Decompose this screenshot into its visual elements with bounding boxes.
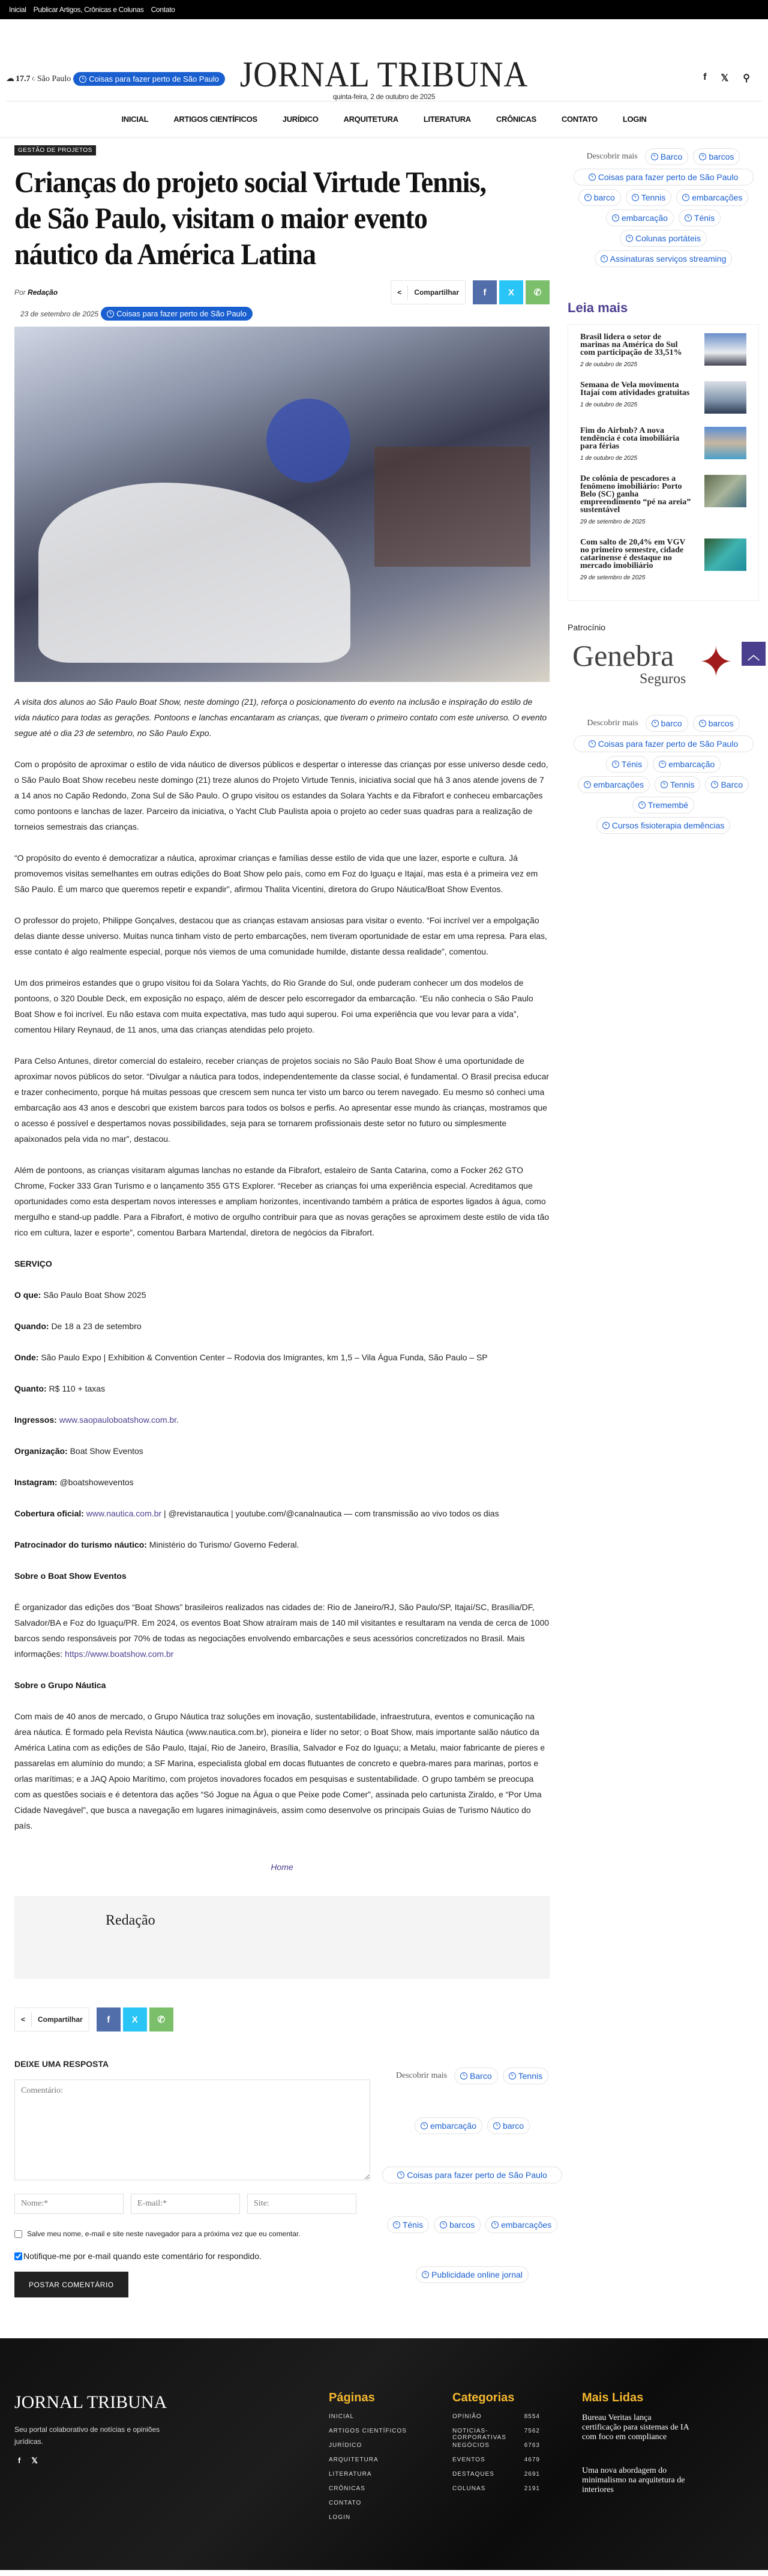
nav-juridico[interactable]: JURÍDICO bbox=[282, 115, 319, 124]
post-title[interactable]: Com salto de 20,4% em VGV no primeiro semestre, cidade catarinense é destaque no mercado imobiliário bbox=[580, 538, 686, 570]
date-search-chip[interactable] bbox=[101, 307, 253, 321]
share-icon: < bbox=[21, 2015, 26, 2024]
save-info-checkbox[interactable] bbox=[14, 2230, 22, 2238]
chip-label: Barco bbox=[470, 2071, 492, 2081]
share-label: Compartilhar bbox=[38, 2015, 83, 2024]
value: São Paulo Expo | Exhibition & Convention Center – Rodovia dos Imigrantes, km 1,5 – Vila Água Funda, São Paulo – SP bbox=[41, 1353, 488, 1362]
related-posts bbox=[568, 324, 759, 601]
link-label: LITERATURA bbox=[329, 2471, 372, 2478]
footer-page-link[interactable] bbox=[329, 2500, 416, 2514]
nav-login[interactable]: LOGIN bbox=[622, 115, 647, 124]
x-icon[interactable]: 𝕏 bbox=[31, 2456, 38, 2465]
label: Ingressos: bbox=[14, 1415, 57, 1425]
link-label: LOGIN bbox=[329, 2514, 351, 2521]
nav-cronicas[interactable]: CRÔNICAS bbox=[496, 115, 536, 124]
link-label: CRÔNICAS bbox=[329, 2485, 365, 2492]
value: | @revistanautica | youtube.com/@canalnautica — com transmissão ao vivo todos os dias bbox=[161, 1509, 499, 1518]
bolt-icon: ϟ bbox=[682, 194, 689, 201]
sidebar bbox=[568, 137, 759, 2297]
share-facebook-button[interactable]: f bbox=[473, 280, 497, 304]
footer-page-link[interactable] bbox=[329, 2471, 416, 2485]
footer-category[interactable] bbox=[452, 2413, 540, 2428]
search-chip[interactable] bbox=[632, 797, 694, 813]
bolt-icon: ϟ bbox=[711, 781, 718, 788]
chip-label: Coisas para fazer perto de São Paulo bbox=[89, 74, 220, 83]
chip-label: barcos bbox=[708, 719, 734, 728]
search-chip[interactable] bbox=[646, 715, 688, 732]
bolt-icon: ϟ bbox=[652, 720, 659, 727]
bolt-icon: ϟ bbox=[685, 214, 692, 222]
link-label: ARQUITETURA bbox=[329, 2457, 379, 2463]
share-button[interactable] bbox=[391, 280, 466, 304]
search-chip[interactable] bbox=[574, 169, 754, 186]
toplink-publicar[interactable]: Publicar Artigos, Crônicas e Colunas bbox=[33, 5, 144, 14]
post-thumbnail[interactable] bbox=[704, 427, 746, 459]
footer-category[interactable] bbox=[452, 2471, 540, 2485]
bolt-icon: ϟ bbox=[626, 235, 633, 242]
chip-label: Assinaturas serviços streaming bbox=[610, 254, 727, 264]
comment-textarea[interactable] bbox=[14, 2080, 370, 2180]
paragraph: “O propósito do evento é democratizar a náutica, aproximar crianças e famílias desse estilo de vida que une lazer, esporte e cultura. Já promovemos visitas semelhantes em outras edições do Boat Show pelo país, como em Foz do Iguaçu e Itajaí, mas esta é a primeira vez em São Paulo. É um marco que queremos repetir e expandir”, afirmou Thalita Vicentini, diretora do Grupo Náutica/Boat Show Eventos. bbox=[14, 853, 538, 894]
search-chip[interactable] bbox=[574, 735, 754, 752]
section-heading: Sobre o Grupo Náutica bbox=[14, 1680, 106, 1690]
bolt-icon: ϟ bbox=[651, 153, 658, 160]
post-title[interactable]: Brasil lidera o setor de marinas na América do Sul com participação de 33,51% bbox=[580, 333, 682, 357]
footer-page-link[interactable] bbox=[329, 2485, 416, 2500]
chip-label: Colunas portáteis bbox=[635, 234, 701, 243]
bolt-icon: ϟ bbox=[107, 310, 114, 318]
chip-label: Tennis bbox=[641, 193, 666, 202]
category-count: 7562 bbox=[524, 2428, 540, 2434]
chip-label: Coisas para fazer perto de São Paulo bbox=[598, 172, 739, 182]
post-thumbnail[interactable] bbox=[704, 538, 746, 571]
bolt-icon: ϟ bbox=[589, 173, 596, 181]
chip-label: embarcações bbox=[692, 193, 743, 202]
chip-label: embarcação bbox=[621, 213, 668, 223]
search-chip[interactable] bbox=[485, 2216, 557, 2233]
chip-label: barco bbox=[503, 2120, 524, 2131]
search-icon[interactable]: ⚲ bbox=[743, 73, 750, 83]
post-text bbox=[580, 538, 691, 581]
discover-label: Descobrir mais bbox=[587, 719, 638, 728]
top-bar bbox=[0, 0, 768, 19]
search-chip[interactable] bbox=[655, 776, 700, 793]
post-date: 2 de outubro de 2025 bbox=[580, 361, 638, 368]
most-read-link[interactable]: Bureau Veritas lança certificação para sistemas de IA com foco em compliance bbox=[582, 2413, 689, 2442]
by-label: Por bbox=[14, 288, 26, 297]
article-photo bbox=[14, 327, 550, 682]
logo-art: Seguros bbox=[640, 671, 686, 687]
discover-more-top bbox=[568, 148, 759, 267]
category-name: DESTAQUES bbox=[452, 2471, 494, 2478]
footer-page-link[interactable] bbox=[329, 2457, 416, 2471]
category-count: 4679 bbox=[524, 2457, 540, 2463]
category-name: NOTICIAS-CORPORATIVAS bbox=[452, 2428, 506, 2441]
byline bbox=[14, 288, 58, 297]
chip-label: Coisas para fazer perto de São Paulo bbox=[116, 309, 247, 318]
servico-heading: SERVIÇO bbox=[14, 1259, 52, 1268]
chip-label: embarcações bbox=[593, 780, 644, 789]
boatshow-link[interactable]: https://www.boatshow.com.br bbox=[65, 1649, 174, 1659]
bolt-icon: ϟ bbox=[638, 801, 646, 809]
chip-label: barcos bbox=[449, 2220, 475, 2230]
post-text bbox=[580, 427, 691, 462]
nav-inicial[interactable]: INICIAL bbox=[121, 115, 149, 124]
back-to-top-button[interactable]: ︿ bbox=[742, 642, 766, 666]
category-count: 2191 bbox=[524, 2485, 540, 2492]
related-post[interactable] bbox=[580, 538, 746, 581]
category-name: COLUNAS bbox=[452, 2485, 486, 2492]
search-chip[interactable] bbox=[382, 2167, 562, 2183]
label: Quanto: bbox=[14, 1384, 47, 1393]
discover-more-comments bbox=[382, 2053, 562, 2297]
nautica-link[interactable]: www.nautica.com.br bbox=[86, 1509, 162, 1518]
chip-label: embarcações bbox=[501, 2220, 552, 2230]
footer-page-link[interactable] bbox=[329, 2514, 416, 2529]
chip-label: barco bbox=[661, 719, 682, 728]
post-comment-button[interactable]: POSTAR COMENTÁRIO bbox=[14, 2272, 128, 2297]
value: De 18 a 23 de setembro bbox=[51, 1321, 142, 1331]
bolt-icon: ϟ bbox=[601, 255, 608, 262]
bolt-icon: ϟ bbox=[584, 781, 591, 788]
post-text bbox=[580, 381, 691, 414]
article-body bbox=[14, 756, 550, 1833]
footer-category[interactable] bbox=[452, 2428, 540, 2442]
bolt-icon: ϟ bbox=[612, 761, 619, 768]
label: O que: bbox=[14, 1290, 41, 1300]
bolt-icon: ϟ bbox=[460, 2072, 467, 2080]
facebook-icon[interactable]: f bbox=[18, 2456, 21, 2465]
share-whatsapp-button[interactable]: ✆ bbox=[526, 280, 550, 304]
author-box bbox=[14, 1896, 550, 1979]
temp-unit: C bbox=[32, 76, 35, 82]
bolt-icon: ϟ bbox=[393, 2221, 400, 2228]
chip-label: Ténis bbox=[621, 759, 643, 769]
chip-label: Coisas para fazer perto de São Paulo bbox=[598, 739, 739, 749]
post-date: 1 de outubro de 2025 bbox=[580, 455, 638, 462]
leia-mais-heading: Leia mais bbox=[568, 300, 628, 315]
search-chip[interactable] bbox=[606, 756, 648, 773]
search-chip[interactable] bbox=[620, 230, 707, 247]
related-post[interactable] bbox=[580, 333, 746, 368]
paragraph: Um dos primeiros estandes que o grupo visitou foi da Solara Yachts, do Rio Grande do Sul, onde puderam conhecer um dos modelos de pontoons, o 320 Double Deck, em exposição no espaço, além de descer pelo escorregador da embarcação. “Eu não conhecia o São Paulo Boat Show e foi incrível. Eu não estava com muita expectativa, mas tudo aqui superou. Foi uma experiência que vou levar para a vida”, comentou Hilary Reynaud, de 11 anos, uma das crianças atendidas pelo projeto. bbox=[14, 978, 533, 1034]
chip-label: Barco bbox=[660, 152, 683, 161]
post-date: 29 de setembro de 2025 bbox=[580, 575, 646, 581]
footer-page-link[interactable] bbox=[329, 2442, 416, 2457]
chip-label: Publicidade online jornal bbox=[431, 2269, 523, 2279]
cloud-icon: ☁ bbox=[6, 74, 14, 83]
chip-label: Tremembé bbox=[647, 800, 689, 810]
search-chip[interactable] bbox=[387, 2216, 429, 2233]
nav-contato[interactable]: CONTATO bbox=[561, 115, 598, 124]
facebook-icon[interactable]: f bbox=[703, 72, 707, 82]
link-label: JURÍDICO bbox=[329, 2442, 362, 2449]
article bbox=[14, 137, 550, 2297]
search-chip[interactable] bbox=[705, 776, 749, 793]
share-x-button[interactable]: X bbox=[123, 2007, 147, 2032]
label: Instagram: bbox=[14, 1477, 58, 1487]
site-logo[interactable]: JORNAL TRIBUNA bbox=[239, 55, 529, 94]
city: São Paulo bbox=[37, 74, 71, 83]
post-date: 29 de setembro de 2025 bbox=[580, 519, 646, 525]
share-whatsapp-button[interactable]: ✆ bbox=[149, 2007, 173, 2032]
chip-label: Ténis bbox=[694, 213, 715, 223]
share-icon: < bbox=[397, 288, 402, 297]
site-field[interactable] bbox=[247, 2194, 356, 2214]
discover-more-bottom bbox=[568, 715, 759, 834]
comment-heading: DEIXE UMA RESPOSTA bbox=[14, 2059, 109, 2069]
label: Quando: bbox=[14, 1321, 49, 1331]
share-bar-bottom bbox=[14, 2007, 550, 2032]
main-nav bbox=[0, 101, 768, 137]
chip-label: Tennis bbox=[518, 2071, 543, 2081]
article-date: 23 de setembro de 2025 bbox=[20, 309, 99, 318]
paragraph: Com o propósito de aproximar o estilo de vida náutico de diversos públicos e despertar o interesse das crianças por esse universo desde cedo, o São Paulo Boat Show recebeu neste domingo (21) treze alunos do Projeto Virtude Tennis, iniciativa social que há 3 anos atende jovens de 7 a 14 anos no Capão Redondo, Zona Sul de São Paulo. O grupo visitou os estandes da Solara Yachts e da Fibrafort e conheceu embarcações como pontoons e lanchas de lazer. Parceiro da iniciativa, o Yacht Club Paulista apoia o projeto ao ceder suas quadras para a realização de torneios semestrais das crianças. bbox=[14, 759, 548, 831]
author-link[interactable]: Redação bbox=[28, 288, 58, 297]
value: Boat Show Eventos bbox=[70, 1446, 143, 1456]
paragraph: Além de pontoons, as crianças visitaram algumas lanchas no estande da Fibrafort, estaleiro de Santa Catarina, como a Focker 262 GTO Chrome, Focker 333 Gran Turismo e o lançamento 355 GTS Explorer. “Receber as crianças foi uma experiência especial. Acreditamos que oportunidades como esta despertam novos interesses e ampliam horizontes, incentivando também a prática de esportes ligados à água, como mergulho e stand-up paddle. Para a Fibrafort, é motivo de orgulho contribuir para que as novas gerações se aproximem deste estilo de vida tão rico em cultura, lazer e esporte”, comentou Barbara Martendal, diretora de negócios da Fibrafort. bbox=[14, 1165, 550, 1237]
pages-heading: Páginas bbox=[329, 2391, 375, 2404]
paragraph: Para Celso Antunes, diretor comercial do estaleiro, receber crianças de projetos sociais no São Paulo Boat Show é uma oportunidade de aproximar novos públicos do setor. “Divulgar a náutica para todos, independentemente da classe social, é fundamental. O Brasil precisa educar e trazer conhecimento, porque há muitas pessoas que crescem sem nunca ter visto um barco ou terem navegado. Eu mesmo só conheci uma embarcação aos 43 anos e descobri que existem barcos para todos os bolsos e perfis. Ao apresentar esse mundo às crianças, mostramos que o acesso é possível e despertamos novas possibilidades, seja para se tornarem profissionais deste setor no futuro ou simplesmente apaixonados pela vida no mar”, destacou. bbox=[14, 1056, 550, 1144]
share-bar bbox=[391, 280, 550, 304]
chip-label: Barco bbox=[721, 780, 743, 789]
starfish-icon: ✦ bbox=[698, 639, 734, 686]
post-thumbnail[interactable] bbox=[704, 381, 746, 414]
logo-art: Genebra bbox=[572, 639, 674, 672]
toplink-contato[interactable]: Contato bbox=[151, 5, 175, 14]
toplink-inicial[interactable]: Inicial bbox=[9, 5, 26, 14]
article-title: Crianças do projeto social Virtude Tennis, de São Paulo, visitam o maior evento náutico da América Latina bbox=[14, 165, 487, 271]
category-count: 8554 bbox=[524, 2413, 540, 2420]
sponsor-logo[interactable] bbox=[568, 638, 759, 698]
search-chip[interactable] bbox=[606, 210, 674, 226]
footer bbox=[0, 2338, 768, 2570]
search-chip[interactable] bbox=[434, 2216, 481, 2233]
search-chip[interactable] bbox=[454, 2068, 498, 2084]
bolt-icon: ϟ bbox=[584, 194, 592, 201]
chip-label: Ténis bbox=[402, 2220, 424, 2230]
category-count: 6763 bbox=[524, 2442, 540, 2449]
chip-label: Cursos fisioterapia demências bbox=[611, 821, 725, 830]
footer-category[interactable] bbox=[452, 2485, 540, 2500]
search-chip[interactable] bbox=[578, 189, 621, 206]
bolt-icon: ϟ bbox=[699, 720, 706, 727]
related-post[interactable] bbox=[580, 475, 746, 525]
notify-checkbox[interactable] bbox=[14, 2252, 22, 2260]
label: Patrocinador do turismo náutico: bbox=[14, 1540, 147, 1549]
share-facebook-button[interactable]: f bbox=[97, 2007, 121, 2032]
share-x-button[interactable]: X bbox=[499, 280, 523, 304]
footer-tagline: Seu portal colaborativo de notícias e opiniões jurídicas. bbox=[14, 2425, 160, 2446]
label: Organização: bbox=[14, 1446, 68, 1456]
link-label: ARTIGOS CIENTÍFICOS bbox=[329, 2428, 407, 2434]
search-chip[interactable] bbox=[503, 2068, 548, 2084]
category-count: 2691 bbox=[524, 2471, 540, 2478]
footer-page-link[interactable] bbox=[329, 2413, 416, 2428]
bolt-icon: ϟ bbox=[699, 153, 706, 160]
post-thumbnail[interactable] bbox=[704, 333, 746, 366]
bolt-icon: ϟ bbox=[509, 2072, 516, 2080]
paragraph: É organizador das edições dos “Boat Shows” brasileiros realizados nas cidades de: Rio de Janeiro/RJ, São Paulo/SP, Itajaí/SC, Brasília/DF, Salvador/BA e Foz do Iguaçu/PR. Em 2024, os eventos Boat Show atraíram mais de 140 mil visitantes e resultaram na venda de cerca de 1000 barcos sendo responsáveis por 70% de todas as negociações envolvendo embarcações e seus acessórios concretizados no Brasil. Mais informações: bbox=[14, 1602, 550, 1659]
bolt-icon: ϟ bbox=[589, 740, 596, 747]
photo-caption: A visita dos alunos ao São Paulo Boat Show, neste domingo (21), reforça o posicionamento do evento na inclusão e inspiração do estilo de vida náutico para todas as gerações. Pontoons e lanchas encantaram as crianças, que tiveram o primeiro contato com este universo. O evento segue até o dia 23 de setembro, no São Paulo Expo. bbox=[14, 697, 547, 738]
nav-literatura[interactable]: LITERATURA bbox=[423, 115, 471, 124]
post-title[interactable]: Fim do Airbnb? A nova tendência é cota imobiliária para férias bbox=[580, 426, 680, 451]
category-name: OPINIÃO bbox=[452, 2413, 482, 2420]
link-label: CONTATO bbox=[329, 2500, 362, 2506]
search-chip[interactable] bbox=[415, 2117, 482, 2134]
post-text bbox=[580, 475, 691, 525]
search-chip[interactable] bbox=[578, 776, 650, 793]
header-search-chip[interactable] bbox=[73, 72, 225, 86]
nav-artigos[interactable]: ARTIGOS CIENTÍFICOS bbox=[173, 115, 257, 124]
search-chip[interactable] bbox=[693, 148, 740, 165]
email-field[interactable] bbox=[131, 2194, 240, 2214]
value: Ministério do Turismo/ Governo Federal. bbox=[149, 1540, 299, 1549]
search-chip[interactable] bbox=[596, 817, 731, 834]
search-chip[interactable] bbox=[693, 715, 740, 732]
chip-label: embarcação bbox=[430, 2120, 476, 2131]
related-post[interactable] bbox=[580, 427, 746, 462]
bolt-icon: ϟ bbox=[493, 2122, 500, 2129]
footer-category[interactable] bbox=[452, 2457, 540, 2471]
post-title[interactable]: De colônia de pescadores a fenômeno imobiliário: Porto Belo (SC) ganha empreendimento “pé na areia” sustentável bbox=[580, 474, 691, 514]
section-heading: Sobre o Boat Show Eventos bbox=[14, 1571, 127, 1581]
bolt-icon: ϟ bbox=[612, 214, 619, 222]
post-date: 1 de outubro de 2025 bbox=[580, 402, 638, 408]
nav-arquitetura[interactable]: ARQUITETURA bbox=[343, 115, 398, 124]
bolt-icon: ϟ bbox=[397, 2171, 404, 2179]
footer-page-link[interactable] bbox=[329, 2428, 416, 2442]
discover-label: Descobrir mais bbox=[395, 2071, 448, 2081]
bolt-icon: ϟ bbox=[440, 2221, 447, 2228]
save-info-label: Salve meu nome, e-mail e site neste navegador para a próxima vez que eu comentar. bbox=[27, 2230, 301, 2238]
search-chip[interactable] bbox=[676, 189, 748, 206]
share-button[interactable] bbox=[14, 2007, 89, 2032]
bolt-icon: ϟ bbox=[661, 781, 668, 788]
bolt-icon: ϟ bbox=[602, 822, 610, 829]
sponsor-heading: Patrocínio bbox=[568, 623, 606, 632]
comment-section bbox=[14, 2047, 550, 2297]
value: R$ 110 + taxas bbox=[49, 1384, 106, 1393]
bolt-icon: ϟ bbox=[632, 194, 639, 201]
label: Cobertura oficial: bbox=[14, 1509, 84, 1518]
header-date: quinta-feira, 2 de outubro de 2025 bbox=[332, 92, 436, 101]
category-badge[interactable]: GESTÃO DE PROJETOS bbox=[14, 145, 96, 155]
category-name: EVENTOS bbox=[452, 2457, 485, 2463]
chip-label: Tennis bbox=[670, 780, 695, 789]
categories-heading: Categorias bbox=[452, 2391, 515, 2404]
post-title[interactable]: Semana de Vela movimenta Itajaí com atividades gratuitas bbox=[580, 381, 690, 397]
chip-label: Coisas para fazer perto de São Paulo bbox=[407, 2170, 547, 2180]
tickets-link[interactable]: www.saopauloboatshow.com.br bbox=[59, 1415, 177, 1425]
chip-label: embarcação bbox=[668, 759, 715, 769]
bolt-icon: ϟ bbox=[491, 2221, 499, 2228]
most-read-link[interactable]: Uma nova abordagem do minimalismo na arquitetura de interiores bbox=[582, 2466, 685, 2494]
chip-label: barco bbox=[593, 193, 615, 202]
category-name: NEGÓCIOS bbox=[452, 2442, 490, 2449]
footer-category[interactable] bbox=[452, 2442, 540, 2457]
search-chip[interactable] bbox=[679, 210, 721, 226]
related-post[interactable] bbox=[580, 381, 746, 414]
search-chip[interactable] bbox=[653, 756, 721, 773]
search-chip[interactable] bbox=[626, 189, 671, 206]
temperature: 17.7 bbox=[16, 74, 31, 83]
notify-label: Notifique-me por e-mail quando este comentário for respondido. bbox=[23, 2251, 262, 2261]
search-chip[interactable] bbox=[645, 148, 689, 165]
share-label: Compartilhar bbox=[414, 288, 459, 297]
search-chip[interactable] bbox=[416, 2266, 529, 2283]
x-icon[interactable]: 𝕏 bbox=[721, 73, 729, 83]
post-thumbnail[interactable] bbox=[704, 475, 746, 507]
value: São Paulo Boat Show 2025 bbox=[43, 1290, 146, 1300]
label: Onde: bbox=[14, 1353, 39, 1362]
chip-label: barcos bbox=[709, 152, 734, 161]
bolt-icon: ϟ bbox=[421, 2122, 428, 2129]
search-chip[interactable] bbox=[487, 2117, 530, 2134]
site-header bbox=[0, 19, 768, 101]
author-box-name[interactable]: Redação bbox=[106, 1913, 155, 1928]
name-field[interactable] bbox=[14, 2194, 124, 2214]
value: @boatshoweventos bbox=[59, 1477, 134, 1487]
footer-logo[interactable]: JORNAL TRIBUNA bbox=[14, 2392, 167, 2412]
discover-label: Descobrir mais bbox=[586, 152, 638, 161]
bolt-icon: ϟ bbox=[79, 76, 86, 83]
search-chip[interactable] bbox=[595, 250, 733, 267]
bolt-icon: ϟ bbox=[422, 2271, 429, 2278]
paragraph: Com mais de 40 anos de mercado, o Grupo Náutica traz soluções em inovação, sustentabilidade, infraestrutura, eventos e comunicação na área náutica. É formado pela Revista Náutica (www.nautica.com.br), pioneira e líder no setor; o Boat Show, mais importante salão náutico da América Latina com as edições de São Paulo, Itajaí, Rio de Janeiro, Brasília, Salvador e Foz do Iguaçu; a Metalu, maior fabricante de píeres e passarelas em alumínio do mundo; a SF Marina, especialista global em docas flutuantes de concreto e quebra-mares para marinas, portos e orlas marítimas; e a JAQ Apoio Marítimo, com projetos inovadores focados em pesquisas e sustentabilidade. O grupo também se preocupa com as questões sociais e é detentora das ações “Só Jogue na Água o que Peixe pode Comer”, assinada pelo cartunista Ziraldo, e “Por Uma Cidade Navegável”, que busca a navegação em lugares inimagináveis, assim como desenvolve os principais Guias de Turismo Náutico do país. bbox=[14, 1712, 545, 1830]
bolt-icon: ϟ bbox=[659, 761, 666, 768]
home-link[interactable]: Home bbox=[271, 1862, 293, 1872]
value: . bbox=[176, 1415, 179, 1425]
post-text bbox=[580, 333, 691, 368]
paragraph: O professor do projeto, Philippe Gonçalves, destacou que as crianças estavam ansiosas para visitar o evento. “Foi incrível ver a empolgação delas diante desse universo. Muitas nunca tinham visto de perto embarcações, nem tiveram oportunidade de estar em uma represa. Para elas, esse contato é algo realmente especial, porque nós viemos de uma comunidade humilde, distante dessa realidade”, comentou. bbox=[14, 915, 547, 956]
most-read-heading: Mais Lidas bbox=[582, 2391, 644, 2404]
link-label: INICIAL bbox=[329, 2413, 355, 2420]
